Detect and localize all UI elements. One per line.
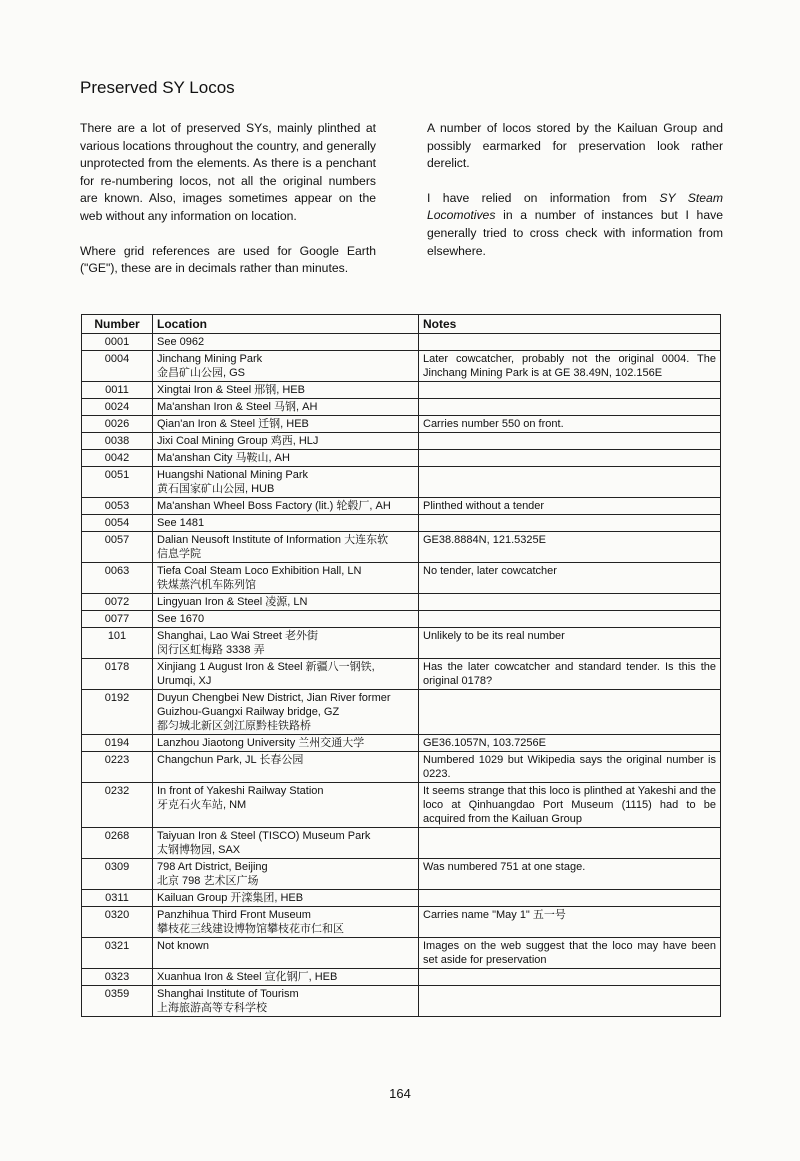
loco-notes <box>419 532 721 563</box>
notes-line <box>423 468 716 482</box>
page-title: Preserved SY Locos <box>80 78 235 97</box>
location-line: Lingyuan Iron & Steel 凌源, LN <box>157 596 308 608</box>
notes-line <box>423 516 716 530</box>
intro-paragraph: There are a lot of preserved SYs, mainly plinthed at various locations throughout the country, and generally unprotected from the elements. As there is a penchant for re-numbering locos, not all the original numbers are known. Also, images sometimes appear on the web without any information on location. <box>80 121 376 223</box>
loco-number: 0004 <box>82 351 153 382</box>
location-line: 攀枝花三线建设博物馆攀枝花市仁和区 <box>157 923 344 935</box>
loco-location <box>153 563 419 594</box>
loco-notes <box>419 611 721 628</box>
loco-number: 0053 <box>82 498 153 515</box>
notes-line: Images on the web suggest that the loco may have been set aside for preservation <box>423 940 716 966</box>
location-line: Ma'anshan City 马鞍山, AH <box>157 452 290 464</box>
location-line: Dalian Neusoft Institute of Information 大连东软 <box>157 534 389 546</box>
location-line: Shanghai, Lao Wai Street 老外街 <box>157 630 319 642</box>
loco-location <box>153 515 419 532</box>
location-line: Ma'anshan Iron & Steel 马钢, AH <box>157 401 318 413</box>
notes-line: Has the later cowcatcher and standard tender. Is this the original 0178? <box>423 661 716 687</box>
table-row <box>82 890 721 907</box>
notes-line: It seems strange that this loco is plinthed at Yakeshi and the loco at Qinhuangdao Port Museum (1115) had to be acquired from the Kailuan Group <box>423 785 716 825</box>
table-row <box>82 334 721 351</box>
loco-notes <box>419 382 721 399</box>
table-row <box>82 611 721 628</box>
notes-line: Numbered 1029 but Wikipedia says the original number is 0223. <box>423 754 716 780</box>
table-row <box>82 399 721 416</box>
location-line: Duyun Chengbei New District, Jian River former <box>157 692 391 704</box>
location-line: 牙克石火车站, NM <box>157 799 247 811</box>
loco-notes <box>419 859 721 890</box>
loco-location <box>153 828 419 859</box>
notes-line <box>423 434 716 448</box>
notes-line <box>423 987 716 1001</box>
location-line: Xuanhua Iron & Steel 宣化钢厂, HEB <box>157 971 338 983</box>
intro-paragraph: Where grid references are used for Google Earth ("GE"), these are in decimals rather than minutes. <box>80 243 376 276</box>
notes-line <box>423 970 716 984</box>
loco-notes <box>419 969 721 986</box>
location-line: Xinjiang 1 August Iron & Steel 新疆八一钢铁, <box>157 661 375 673</box>
loco-location <box>153 532 419 563</box>
loco-number: 0321 <box>82 938 153 969</box>
loco-location <box>153 628 419 659</box>
loco-location <box>153 969 419 986</box>
table-header-row <box>82 315 721 334</box>
loco-number: 0309 <box>82 859 153 890</box>
table-row <box>82 467 721 498</box>
loco-location <box>153 594 419 611</box>
loco-location <box>153 890 419 907</box>
loco-number: 0026 <box>82 416 153 433</box>
loco-notes <box>419 752 721 783</box>
header-location: Location <box>153 315 419 334</box>
table-row <box>82 690 721 735</box>
loco-notes <box>419 515 721 532</box>
location-line: Xingtai Iron & Steel 邢钢, HEB <box>157 384 305 396</box>
notes-line <box>423 383 716 397</box>
table-row <box>82 532 721 563</box>
notes-line <box>423 400 716 414</box>
loco-notes <box>419 351 721 382</box>
intro-right-column <box>427 120 723 277</box>
table-row <box>82 659 721 690</box>
notes-line <box>423 891 716 905</box>
notes-line <box>423 595 716 609</box>
location-line: 太钢博物园, SAX <box>157 844 241 856</box>
loco-location <box>153 938 419 969</box>
loco-notes <box>419 433 721 450</box>
loco-number: 0001 <box>82 334 153 351</box>
location-line: Tiefa Coal Steam Loco Exhibition Hall, LN <box>157 565 362 577</box>
loco-number: 0323 <box>82 969 153 986</box>
location-line: Ma'anshan Wheel Boss Factory (lit.) 轮毂厂, AH <box>157 500 391 512</box>
preserved-locos-table <box>81 314 721 1017</box>
location-line: Shanghai Institute of Tourism <box>157 988 299 1000</box>
location-line: Guizhou-Guangxi Railway bridge, GZ <box>157 706 340 718</box>
loco-number: 0051 <box>82 467 153 498</box>
loco-notes <box>419 690 721 735</box>
location-line: 信息学院 <box>157 548 201 560</box>
loco-notes <box>419 659 721 690</box>
table-row <box>82 986 721 1017</box>
loco-location <box>153 382 419 399</box>
loco-location <box>153 690 419 735</box>
loco-number: 0359 <box>82 986 153 1017</box>
table-row <box>82 416 721 433</box>
location-line: Huangshi National Mining Park <box>157 469 309 481</box>
loco-location <box>153 498 419 515</box>
loco-notes <box>419 938 721 969</box>
loco-number: 0024 <box>82 399 153 416</box>
table-row <box>82 563 721 594</box>
notes-line <box>423 691 716 705</box>
location-line: See 0962 <box>157 336 205 348</box>
location-line: 金昌矿山公园, GS <box>157 367 246 379</box>
location-line: 都匀城北新区剑江原黔桂铁路桥 <box>157 720 311 732</box>
loco-notes <box>419 783 721 828</box>
loco-location <box>153 735 419 752</box>
location-line: Panzhihua Third Front Museum <box>157 909 311 921</box>
intro-text: I have relied on information from <box>427 190 660 205</box>
location-line: Not known <box>157 940 209 952</box>
location-line: 铁煤蒸汽机车陈列馆 <box>157 579 256 591</box>
loco-notes <box>419 563 721 594</box>
intro-paragraph <box>427 190 723 260</box>
notes-line: Plinthed without a tender <box>423 500 545 512</box>
notes-line <box>423 612 716 626</box>
intro-left-column <box>80 120 376 295</box>
location-line: Qian'an Iron & Steel 迁钢, HEB <box>157 418 309 430</box>
loco-location <box>153 467 419 498</box>
loco-number: 0038 <box>82 433 153 450</box>
table-row <box>82 433 721 450</box>
loco-location <box>153 416 419 433</box>
table-body <box>82 334 721 1017</box>
location-line: 黄石国家矿山公园, HUB <box>157 483 275 495</box>
notes-line: GE38.8884N, 121.5325E <box>423 534 546 546</box>
table-row <box>82 783 721 828</box>
loco-location <box>153 450 419 467</box>
notes-line: Unlikely to be its real number <box>423 630 565 642</box>
location-line: Lanzhou Jiaotong University 兰州交通大学 <box>157 737 365 749</box>
loco-number: 0320 <box>82 907 153 938</box>
loco-notes <box>419 450 721 467</box>
loco-location <box>153 907 419 938</box>
book-title: SY Steam Locomotives <box>427 190 723 223</box>
location-line: See 1481 <box>157 517 205 529</box>
loco-location <box>153 611 419 628</box>
loco-number: 0077 <box>82 611 153 628</box>
location-line: 闵行区虹梅路 3338 弄 <box>157 644 265 656</box>
notes-line: Later cowcatcher, probably not the original 0004. The Jinchang Mining Park is at GE 38.49N, 102.156E <box>423 353 716 379</box>
loco-number: 0223 <box>82 752 153 783</box>
loco-location <box>153 433 419 450</box>
loco-notes <box>419 890 721 907</box>
location-line: 北京 798 艺术区广场 <box>157 875 259 887</box>
loco-number: 101 <box>82 628 153 659</box>
table-row <box>82 752 721 783</box>
header-number: Number <box>82 315 153 334</box>
table-row <box>82 351 721 382</box>
table-row <box>82 628 721 659</box>
notes-line: GE36.1057N, 103.7256E <box>423 737 546 749</box>
location-line: Urumqi, XJ <box>157 675 212 687</box>
loco-number: 0194 <box>82 735 153 752</box>
loco-location <box>153 659 419 690</box>
table-row <box>82 594 721 611</box>
notes-line: Carries number 550 on front. <box>423 418 564 430</box>
notes-line: No tender, later cowcatcher <box>423 565 557 577</box>
loco-notes <box>419 907 721 938</box>
loco-location <box>153 351 419 382</box>
loco-notes <box>419 498 721 515</box>
table-row <box>82 938 721 969</box>
notes-line: Carries name "May 1" 五一号 <box>423 909 566 921</box>
loco-number: 0063 <box>82 563 153 594</box>
notes-line <box>423 829 716 843</box>
loco-notes <box>419 399 721 416</box>
loco-notes <box>419 594 721 611</box>
loco-notes <box>419 467 721 498</box>
loco-number: 0192 <box>82 690 153 735</box>
loco-number: 0042 <box>82 450 153 467</box>
header-notes: Notes <box>419 315 721 334</box>
loco-number: 0011 <box>82 382 153 399</box>
loco-notes <box>419 628 721 659</box>
table-row <box>82 450 721 467</box>
location-line: 798 Art District, Beijing <box>157 861 268 873</box>
loco-location <box>153 783 419 828</box>
table-row <box>82 969 721 986</box>
page-number: 164 <box>389 1086 411 1101</box>
loco-notes <box>419 828 721 859</box>
loco-notes <box>419 735 721 752</box>
loco-notes <box>419 334 721 351</box>
location-line: In front of Yakeshi Railway Station <box>157 785 324 797</box>
loco-number: 0178 <box>82 659 153 690</box>
loco-number: 0072 <box>82 594 153 611</box>
loco-location <box>153 859 419 890</box>
table-row <box>82 515 721 532</box>
loco-location <box>153 752 419 783</box>
location-line: Jinchang Mining Park <box>157 353 263 365</box>
loco-number: 0057 <box>82 532 153 563</box>
location-line: Changchun Park, JL 长春公园 <box>157 754 304 766</box>
loco-number: 0268 <box>82 828 153 859</box>
loco-location <box>153 399 419 416</box>
table-row <box>82 828 721 859</box>
loco-notes <box>419 986 721 1017</box>
loco-number: 0054 <box>82 515 153 532</box>
loco-location <box>153 986 419 1017</box>
table-row <box>82 382 721 399</box>
table-row <box>82 907 721 938</box>
location-line: Taiyuan Iron & Steel (TISCO) Museum Park <box>157 830 371 842</box>
loco-number: 0232 <box>82 783 153 828</box>
loco-location <box>153 334 419 351</box>
intro-text: in a number of instances but I have generally tried to cross check with information from elsewhere. <box>427 208 723 258</box>
table-row <box>82 859 721 890</box>
notes-line <box>423 451 716 465</box>
notes-line: Was numbered 751 at one stage. <box>423 861 586 873</box>
table-row <box>82 498 721 515</box>
loco-number: 0311 <box>82 890 153 907</box>
location-line: 上海旅游高等专科学校 <box>157 1002 267 1014</box>
notes-line <box>423 335 716 349</box>
loco-notes <box>419 416 721 433</box>
location-line: Kailuan Group 开滦集团, HEB <box>157 892 304 904</box>
table-row <box>82 735 721 752</box>
location-line: See 1670 <box>157 613 205 625</box>
intro-paragraph: A number of locos stored by the Kailuan Group and possibly earmarked for preservation look rather derelict. <box>427 121 723 171</box>
location-line: Jixi Coal Mining Group 鸡西, HLJ <box>157 435 319 447</box>
